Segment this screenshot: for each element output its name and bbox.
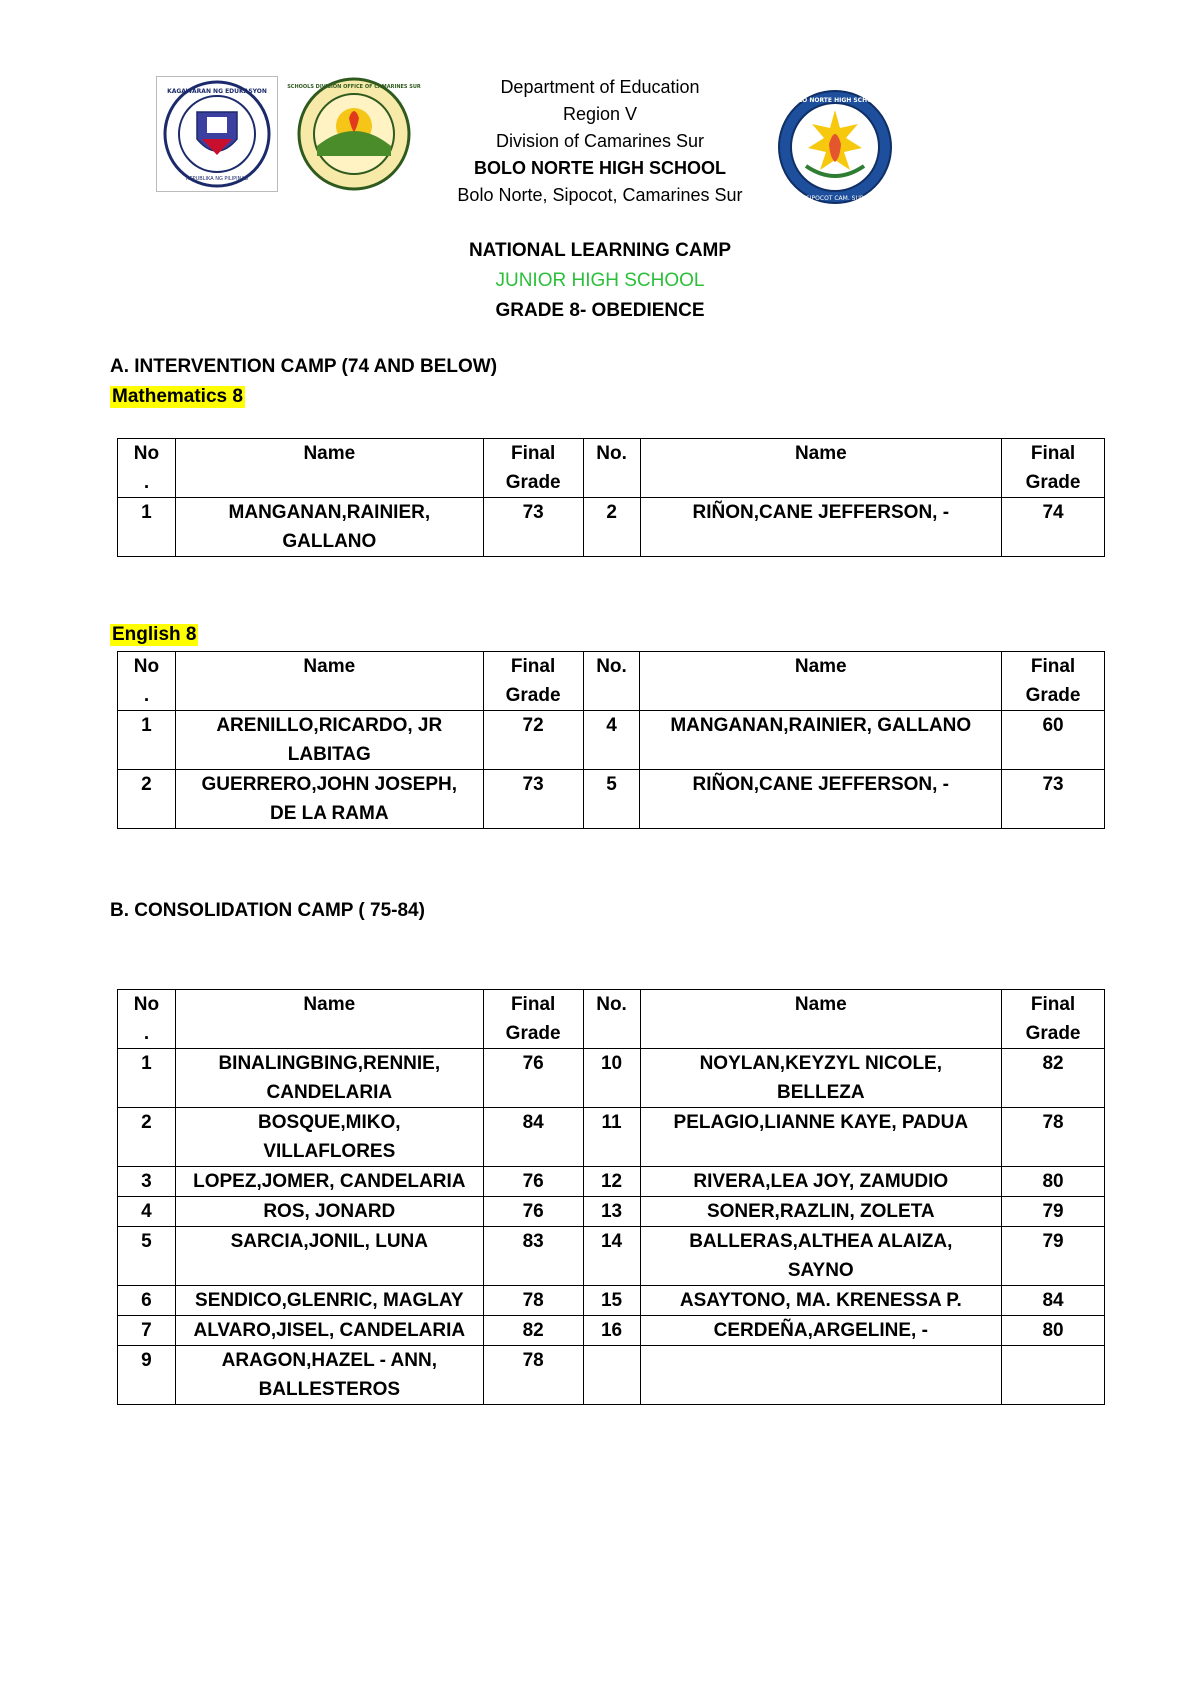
row-no-2: 15 [583, 1286, 640, 1316]
row-name-2: RIÑON,CANE JEFFERSON, - [640, 770, 1002, 829]
row-name: ROS, JONARD [175, 1197, 483, 1227]
row-name-2: NOYLAN,KEYZYL NICOLE, BELLEZA [640, 1049, 1002, 1108]
row-name: SARCIA,JONIL, LUNA [175, 1227, 483, 1286]
header-no-2: No. [583, 439, 640, 498]
english-subject-heading: English 8 [112, 624, 197, 645]
row-no: 1 [118, 711, 176, 770]
row-grade: 73 [483, 770, 583, 829]
table-header-row [118, 439, 1105, 498]
table-row [118, 1346, 1105, 1405]
header-no-2: No. [583, 652, 640, 711]
header-final-grade: Final Grade [483, 652, 583, 711]
row-name: BOSQUE,MIKO, VILLAFLORES [175, 1108, 483, 1167]
header-no-2: No. [583, 990, 640, 1049]
sdo-seal-logo [287, 76, 421, 192]
row-no-2 [583, 1346, 640, 1405]
header-name-2: Name [640, 439, 1001, 498]
header-final-grade-2: Final Grade [1002, 652, 1105, 711]
row-name: ALVARO,JISEL, CANDELARIA [175, 1316, 483, 1346]
table-row [118, 1108, 1105, 1167]
row-no-2: 12 [583, 1167, 640, 1197]
row-grade: 84 [483, 1108, 583, 1167]
row-no: 5 [118, 1227, 176, 1286]
row-grade-2: 84 [1002, 1286, 1105, 1316]
math-subject-heading: Mathematics 8 [112, 386, 243, 407]
row-name-2: PELAGIO,LIANNE KAYE, PADUA [640, 1108, 1002, 1167]
row-no: 2 [118, 1108, 176, 1167]
row-grade: 76 [483, 1197, 583, 1227]
row-grade-2: 60 [1002, 711, 1105, 770]
table-header-row [118, 652, 1105, 711]
region-line: Region V [562, 104, 638, 124]
row-grade: 72 [483, 711, 583, 770]
school-seal-bottom-text: SIPOCOT CAM. SUR [805, 195, 865, 202]
table-row [118, 1049, 1105, 1108]
math-grades-table [117, 438, 1105, 557]
letterhead-text [430, 74, 770, 209]
row-no: 1 [118, 1049, 176, 1108]
row-no-2: 14 [583, 1227, 640, 1286]
table-row [118, 1197, 1105, 1227]
row-grade: 78 [483, 1286, 583, 1316]
row-no-2: 4 [583, 711, 640, 770]
school-name: BOLO NORTE HIGH SCHOOL [474, 158, 726, 178]
row-name-2 [640, 1346, 1002, 1405]
row-name: BINALINGBING,RENNIE, CANDELARIA [175, 1049, 483, 1108]
table-row [118, 1286, 1105, 1316]
svg-text:SIPOCOT CAM. SUR [806, 195, 864, 202]
title-line-3: GRADE 8- OBEDIENCE [495, 300, 705, 321]
row-name-2: CERDEÑA,ARGELINE, - [640, 1316, 1002, 1346]
svg-text:SCHOOLS DIVISION OFFICE OF CAM [287, 84, 421, 90]
consolidation-grades-table [117, 989, 1105, 1405]
header-final-grade-2: Final Grade [1002, 990, 1105, 1049]
row-grade: 76 [483, 1167, 583, 1197]
row-name: SENDICO,GLENRIC, MAGLAY [175, 1286, 483, 1316]
row-grade-2: 74 [1002, 498, 1105, 557]
row-name-2: SONER,RAZLIN, ZOLETA [640, 1197, 1002, 1227]
title-line-2: JUNIOR HIGH SCHOOL [495, 270, 705, 291]
row-name: ARENILLO,RICARDO, JR LABITAG [175, 711, 483, 770]
header-name: Name [175, 652, 483, 711]
row-no: 4 [118, 1197, 176, 1227]
table-row [118, 498, 1105, 557]
row-name-2: MANGANAN,RAINIER, GALLANO [640, 711, 1002, 770]
header-final-grade: Final Grade [483, 990, 583, 1049]
row-no-2: 2 [583, 498, 640, 557]
header-final-grade-2: Final Grade [1002, 439, 1105, 498]
row-no: 3 [118, 1167, 176, 1197]
row-no: 6 [118, 1286, 176, 1316]
header-name: Name [175, 990, 483, 1049]
row-no: 1 [118, 498, 176, 557]
row-grade-2: 80 [1002, 1167, 1105, 1197]
section-b-heading: B. CONSOLIDATION CAMP ( 75-84) [110, 900, 425, 921]
row-grade-2: 73 [1002, 770, 1105, 829]
row-name: LOPEZ,JOMER, CANDELARIA [175, 1167, 483, 1197]
header-name-2: Name [640, 652, 1002, 711]
department-line: Department of Education [500, 77, 700, 97]
row-no-2: 10 [583, 1049, 640, 1108]
row-grade: 83 [483, 1227, 583, 1286]
table-row [118, 770, 1105, 829]
row-no-2: 11 [583, 1108, 640, 1167]
title-line-1: NATIONAL LEARNING CAMP [468, 240, 732, 261]
header-name: Name [175, 439, 483, 498]
row-name: ARAGON,HAZEL - ANN, BALLESTEROS [175, 1346, 483, 1405]
row-no: 9 [118, 1346, 176, 1405]
row-name-2: RIVERA,LEA JOY, ZAMUDIO [640, 1167, 1002, 1197]
header-no: No . [118, 652, 176, 711]
school-address: Bolo Norte, Sipocot, Camarines Sur [457, 185, 743, 205]
row-no-2: 16 [583, 1316, 640, 1346]
row-grade: 73 [483, 498, 583, 557]
svg-text:REPUBLIKA NG PILIPINAS [186, 176, 248, 182]
school-seal-top-text: BOLO NORTE HIGH SCHOOL [788, 97, 882, 104]
deped-seal-logo [156, 76, 278, 192]
table-header-row [118, 990, 1105, 1049]
deped-seal-top-text: KAGAWARAN NG EDUKASYON [167, 88, 267, 95]
school-seal-logo [776, 88, 894, 206]
header-no: No . [118, 439, 176, 498]
row-name: GUERRERO,JOHN JOSEPH, DE LA RAMA [175, 770, 483, 829]
table-row [118, 1316, 1105, 1346]
row-no: 7 [118, 1316, 176, 1346]
division-line: Division of Camarines Sur [495, 131, 705, 151]
header-no: No . [118, 990, 176, 1049]
deped-seal-bottom-text: REPUBLIKA NG PILIPINAS [186, 176, 248, 182]
row-grade: 82 [483, 1316, 583, 1346]
row-name-2: BALLERAS,ALTHEA ALAIZA, SAYNO [640, 1227, 1002, 1286]
row-no-2: 13 [583, 1197, 640, 1227]
english-grades-table [117, 651, 1105, 829]
svg-text:KAGAWARAN NG EDUKASYON [167, 88, 267, 95]
letterhead [0, 70, 1200, 210]
table-row [118, 1227, 1105, 1286]
row-grade-2: 79 [1002, 1197, 1105, 1227]
row-name: MANGANAN,RAINIER, GALLANO [175, 498, 483, 557]
table-row [118, 711, 1105, 770]
row-grade-2 [1002, 1346, 1105, 1405]
document-title [0, 236, 1200, 326]
row-grade-2: 79 [1002, 1227, 1105, 1286]
sdo-seal-top-text: SCHOOLS DIVISION OFFICE OF CAMARINES SUR [287, 84, 421, 90]
row-name-2: RIÑON,CANE JEFFERSON, - [640, 498, 1001, 557]
svg-text:BOLO NORTE HIGH SCHOOL [789, 97, 881, 104]
header-final-grade: Final Grade [483, 439, 583, 498]
row-no: 2 [118, 770, 176, 829]
row-grade: 78 [483, 1346, 583, 1405]
header-name-2: Name [640, 990, 1002, 1049]
row-grade-2: 78 [1002, 1108, 1105, 1167]
row-no-2: 5 [583, 770, 640, 829]
row-grade: 76 [483, 1049, 583, 1108]
row-name-2: ASAYTONO, MA. KRENESSA P. [640, 1286, 1002, 1316]
row-grade-2: 82 [1002, 1049, 1105, 1108]
table-row [118, 1167, 1105, 1197]
row-grade-2: 80 [1002, 1316, 1105, 1346]
section-a-heading: A. INTERVENTION CAMP (74 AND BELOW) [110, 356, 498, 377]
